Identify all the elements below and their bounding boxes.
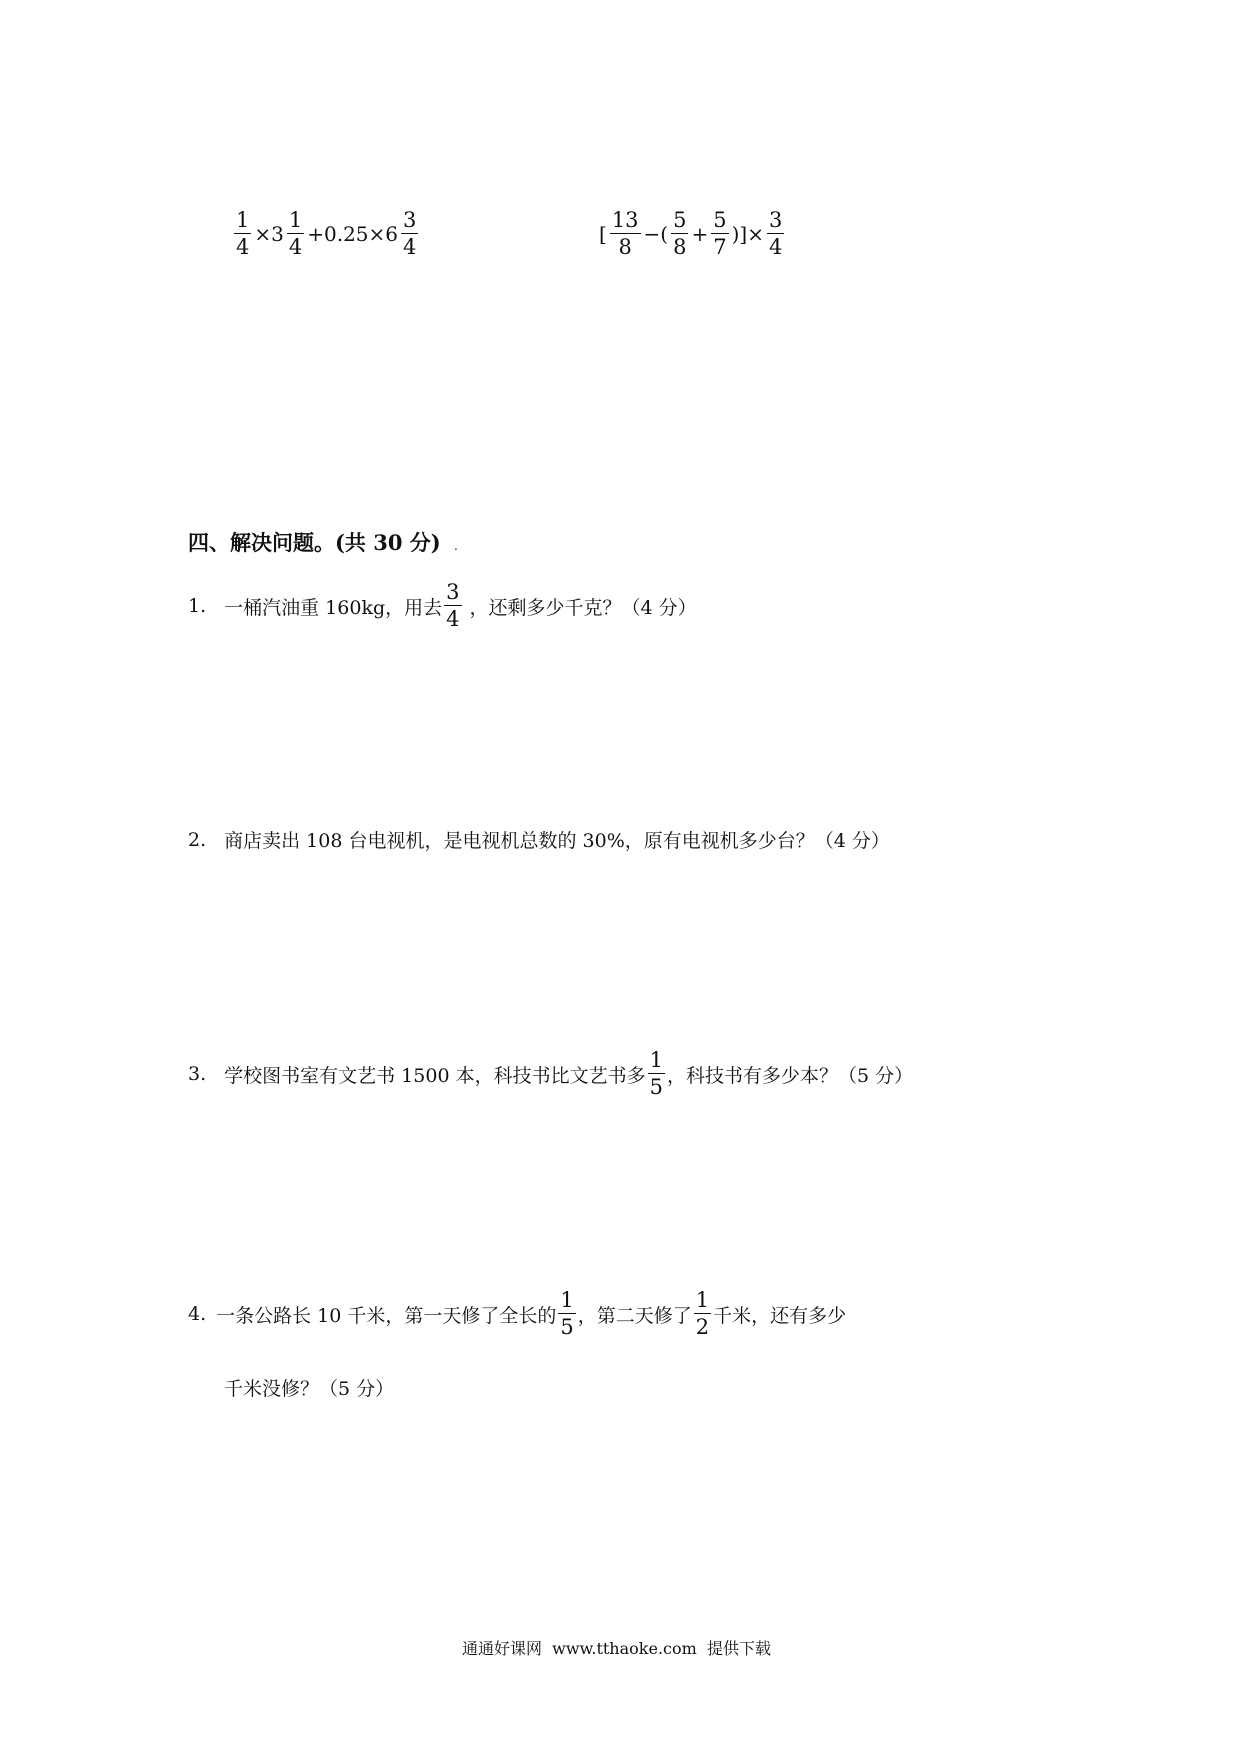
question-text: ，科技书有多少本？（5 分）: [666, 1064, 914, 1087]
fraction: $\frac{5}{8}$: [673, 208, 687, 259]
section-heading: [188, 527, 458, 557]
expr-text: [: [599, 222, 607, 246]
fraction: $\frac{1}{4}$: [288, 208, 303, 259]
question-number: 3.: [188, 1063, 207, 1085]
expression-1: [232, 210, 420, 258]
fraction: $\frac{13}{8}$: [611, 208, 639, 259]
question-1: [188, 582, 697, 630]
question-text: 一桶汽油重 160kg，用去: [224, 596, 443, 619]
question-number: 2.: [188, 828, 207, 851]
question-number: 1.: [188, 595, 207, 617]
fraction: $\frac{1}{5}$: [649, 1048, 663, 1099]
fraction: $\frac{3}{4}$: [403, 208, 417, 259]
question-text: 千米，还有多少: [713, 1304, 847, 1327]
fraction: $\frac{5}{7}$: [713, 208, 727, 259]
page-footer: [462, 1636, 771, 1659]
question-2: [188, 826, 890, 853]
stray-mark: .: [454, 539, 458, 553]
question-text: 一条公路长 10 千米，第一天修了全长的: [216, 1304, 557, 1327]
expression-2: [598, 210, 786, 258]
fraction: $\frac{3}{4}$: [769, 208, 783, 259]
question-text: ，第二天修了: [577, 1304, 692, 1327]
question-text: 千米没修？（5 分）: [224, 1378, 395, 1400]
fraction: $\frac{1}{4}$: [236, 208, 250, 259]
fraction: $\frac{1}{5}$: [560, 1288, 574, 1339]
question-4: [188, 1290, 846, 1338]
section-title: 四、解决问题。(共 30 分): [188, 530, 441, 555]
fraction: $\frac{3}{4}$: [446, 580, 460, 631]
question-text: 商店卖出 108 台电视机，是电视机总数的 30%，原有电视机多少台？（4 分）: [224, 830, 890, 852]
expr-text: +: [691, 222, 709, 246]
expr-text: )]×: [731, 222, 764, 246]
question-text: 学校图书室有文艺书 1500 本，科技书比文艺书多: [224, 1064, 646, 1087]
footer-text: 通通好课网 www.tthaoke.com 提供下载: [462, 1639, 771, 1658]
fraction: $\frac{1}{2}$: [695, 1288, 710, 1339]
question-4-line-2: [224, 1374, 394, 1401]
question-3: [188, 1050, 913, 1098]
expr-text: −(: [643, 222, 669, 246]
question-text: ，还剩多少千克？（4 分）: [469, 596, 697, 619]
expr-text: +0.25×6: [307, 222, 399, 246]
expr-text: ×3: [254, 222, 284, 246]
question-number: 4.: [188, 1303, 207, 1325]
